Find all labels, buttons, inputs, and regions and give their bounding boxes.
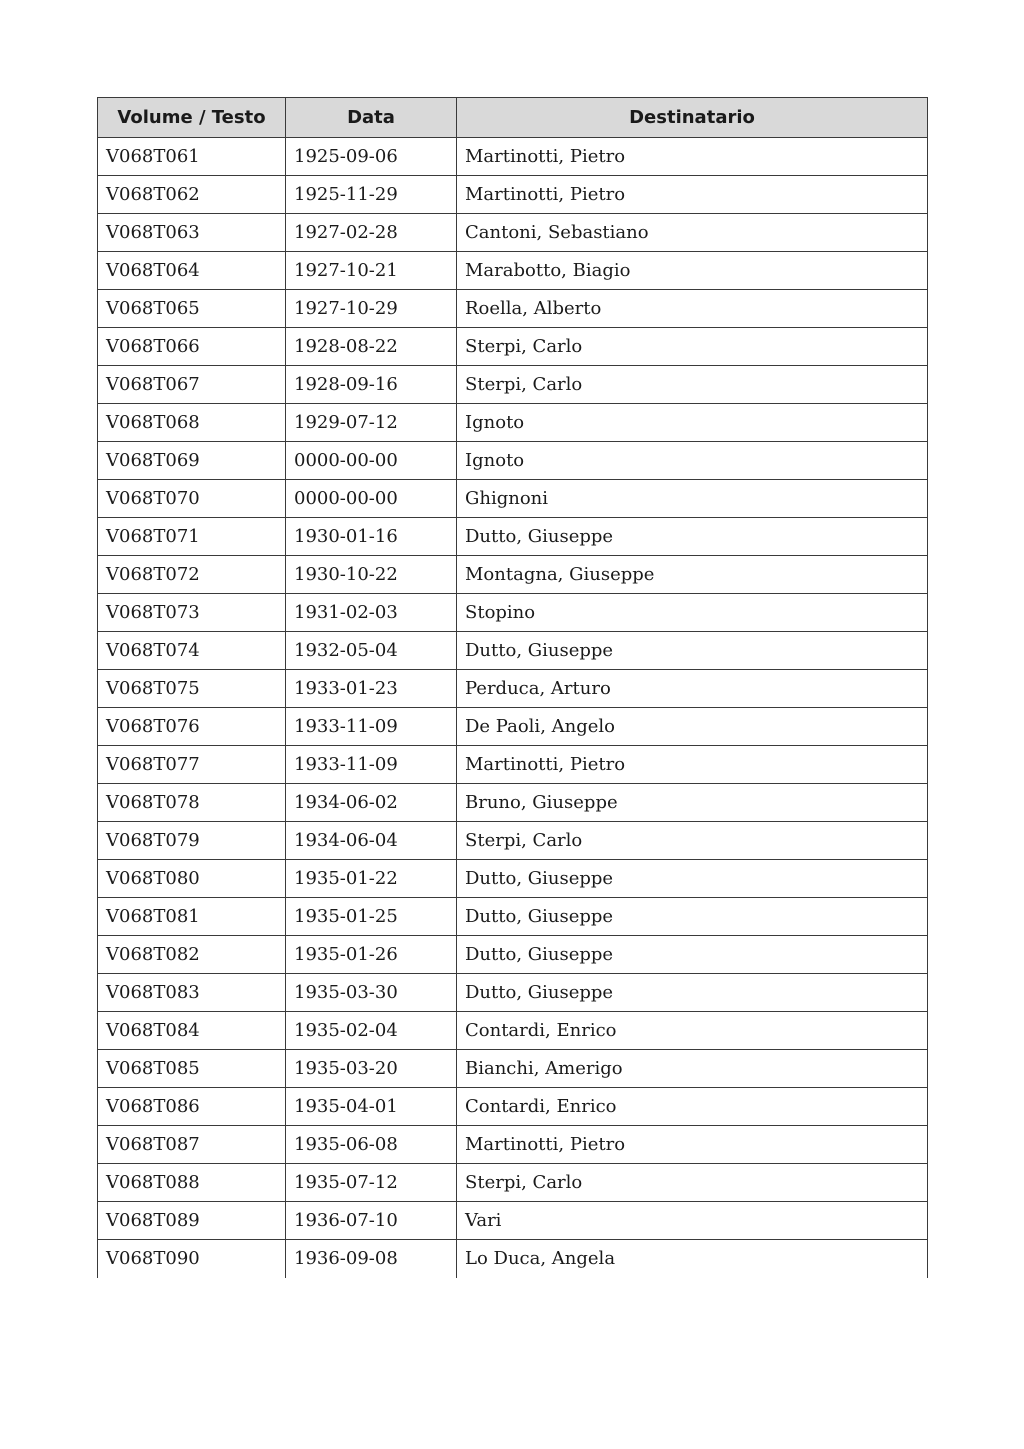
cell-destinatario: Ignoto — [457, 404, 928, 442]
cell-data: 1927-10-29 — [286, 290, 457, 328]
table-row — [98, 784, 928, 822]
cell-volume-testo: V068T063 — [98, 214, 286, 252]
cell-data: 1927-10-21 — [286, 252, 457, 290]
header-row — [98, 98, 928, 138]
cell-data: 1934-06-02 — [286, 784, 457, 822]
cell-destinatario: Contardi, Enrico — [457, 1088, 928, 1126]
cell-destinatario: Sterpi, Carlo — [457, 1164, 928, 1202]
cell-data: 1935-01-26 — [286, 936, 457, 974]
table-row — [98, 290, 928, 328]
cell-destinatario: Perduca, Arturo — [457, 670, 928, 708]
cell-data: 1936-07-10 — [286, 1202, 457, 1240]
cell-destinatario: Sterpi, Carlo — [457, 822, 928, 860]
cell-data: 1935-07-12 — [286, 1164, 457, 1202]
letters-table — [97, 97, 928, 1278]
table-row — [98, 1164, 928, 1202]
cell-destinatario: Roella, Alberto — [457, 290, 928, 328]
table-header — [98, 98, 928, 138]
header-volume-testo: Volume / Testo — [98, 98, 286, 138]
cell-volume-testo: V068T088 — [98, 1164, 286, 1202]
cell-destinatario: Martinotti, Pietro — [457, 138, 928, 176]
cell-destinatario: Martinotti, Pietro — [457, 746, 928, 784]
cell-data: 1932-05-04 — [286, 632, 457, 670]
cell-volume-testo: V068T069 — [98, 442, 286, 480]
table-row — [98, 974, 928, 1012]
cell-data: 1928-09-16 — [286, 366, 457, 404]
table-row — [98, 138, 928, 176]
cell-data: 1927-02-28 — [286, 214, 457, 252]
cell-data: 1925-11-29 — [286, 176, 457, 214]
cell-destinatario: Marabotto, Biagio — [457, 252, 928, 290]
cell-destinatario: Lo Duca, Angela — [457, 1240, 928, 1278]
cell-destinatario: Sterpi, Carlo — [457, 366, 928, 404]
table-row — [98, 214, 928, 252]
cell-data: 1936-09-08 — [286, 1240, 457, 1278]
table-row — [98, 328, 928, 366]
cell-destinatario: Cantoni, Sebastiano — [457, 214, 928, 252]
table-row — [98, 176, 928, 214]
cell-volume-testo: V068T082 — [98, 936, 286, 974]
cell-volume-testo: V068T073 — [98, 594, 286, 632]
cell-data: 0000-00-00 — [286, 480, 457, 518]
cell-volume-testo: V068T068 — [98, 404, 286, 442]
cell-volume-testo: V068T061 — [98, 138, 286, 176]
table-body — [98, 138, 928, 1278]
cell-destinatario: Dutto, Giuseppe — [457, 860, 928, 898]
cell-data: 1934-06-04 — [286, 822, 457, 860]
table-row — [98, 1126, 928, 1164]
cell-destinatario: Ignoto — [457, 442, 928, 480]
cell-destinatario: Montagna, Giuseppe — [457, 556, 928, 594]
cell-data: 0000-00-00 — [286, 442, 457, 480]
table-row — [98, 898, 928, 936]
cell-data: 1933-01-23 — [286, 670, 457, 708]
cell-destinatario: De Paoli, Angelo — [457, 708, 928, 746]
cell-destinatario: Dutto, Giuseppe — [457, 632, 928, 670]
table-row — [98, 746, 928, 784]
cell-volume-testo: V068T089 — [98, 1202, 286, 1240]
cell-destinatario: Sterpi, Carlo — [457, 328, 928, 366]
cell-volume-testo: V068T085 — [98, 1050, 286, 1088]
cell-data: 1935-06-08 — [286, 1126, 457, 1164]
cell-data: 1930-01-16 — [286, 518, 457, 556]
cell-destinatario: Vari — [457, 1202, 928, 1240]
cell-destinatario: Dutto, Giuseppe — [457, 518, 928, 556]
table-row — [98, 1240, 928, 1278]
cell-destinatario: Bruno, Giuseppe — [457, 784, 928, 822]
table-row — [98, 1012, 928, 1050]
cell-volume-testo: V068T083 — [98, 974, 286, 1012]
cell-destinatario: Martinotti, Pietro — [457, 176, 928, 214]
cell-volume-testo: V068T090 — [98, 1240, 286, 1278]
table-row — [98, 670, 928, 708]
cell-data: 1935-01-25 — [286, 898, 457, 936]
cell-volume-testo: V068T064 — [98, 252, 286, 290]
cell-data: 1933-11-09 — [286, 708, 457, 746]
cell-data: 1933-11-09 — [286, 746, 457, 784]
cell-volume-testo: V068T079 — [98, 822, 286, 860]
cell-volume-testo: V068T078 — [98, 784, 286, 822]
header-destinatario: Destinatario — [457, 98, 928, 138]
cell-destinatario: Dutto, Giuseppe — [457, 974, 928, 1012]
table-row — [98, 708, 928, 746]
cell-destinatario: Martinotti, Pietro — [457, 1126, 928, 1164]
table-row — [98, 632, 928, 670]
cell-volume-testo: V068T075 — [98, 670, 286, 708]
cell-data: 1928-08-22 — [286, 328, 457, 366]
table-row — [98, 252, 928, 290]
cell-volume-testo: V068T080 — [98, 860, 286, 898]
cell-volume-testo: V068T067 — [98, 366, 286, 404]
cell-data: 1931-02-03 — [286, 594, 457, 632]
cell-volume-testo: V068T070 — [98, 480, 286, 518]
cell-volume-testo: V068T066 — [98, 328, 286, 366]
cell-volume-testo: V068T086 — [98, 1088, 286, 1126]
cell-volume-testo: V068T062 — [98, 176, 286, 214]
header-data: Data — [286, 98, 457, 138]
table-row — [98, 404, 928, 442]
cell-volume-testo: V068T071 — [98, 518, 286, 556]
cell-data: 1929-07-12 — [286, 404, 457, 442]
cell-destinatario: Stopino — [457, 594, 928, 632]
cell-destinatario: Dutto, Giuseppe — [457, 936, 928, 974]
cell-volume-testo: V068T065 — [98, 290, 286, 328]
table-row — [98, 1202, 928, 1240]
cell-data: 1925-09-06 — [286, 138, 457, 176]
cell-volume-testo: V068T081 — [98, 898, 286, 936]
cell-data: 1935-01-22 — [286, 860, 457, 898]
table-row — [98, 518, 928, 556]
cell-data: 1935-02-04 — [286, 1012, 457, 1050]
table-row — [98, 1050, 928, 1088]
cell-destinatario: Contardi, Enrico — [457, 1012, 928, 1050]
table-row — [98, 936, 928, 974]
cell-volume-testo: V068T084 — [98, 1012, 286, 1050]
table-row — [98, 594, 928, 632]
table-row — [98, 442, 928, 480]
cell-volume-testo: V068T087 — [98, 1126, 286, 1164]
cell-volume-testo: V068T077 — [98, 746, 286, 784]
cell-volume-testo: V068T072 — [98, 556, 286, 594]
table-row — [98, 1088, 928, 1126]
cell-data: 1935-03-30 — [286, 974, 457, 1012]
cell-volume-testo: V068T076 — [98, 708, 286, 746]
table-row — [98, 822, 928, 860]
table-row — [98, 860, 928, 898]
cell-data: 1935-03-20 — [286, 1050, 457, 1088]
cell-destinatario: Ghignoni — [457, 480, 928, 518]
table-row — [98, 480, 928, 518]
cell-volume-testo: V068T074 — [98, 632, 286, 670]
table-row — [98, 366, 928, 404]
cell-data: 1935-04-01 — [286, 1088, 457, 1126]
cell-destinatario: Bianchi, Amerigo — [457, 1050, 928, 1088]
cell-destinatario: Dutto, Giuseppe — [457, 898, 928, 936]
table-row — [98, 556, 928, 594]
cell-data: 1930-10-22 — [286, 556, 457, 594]
